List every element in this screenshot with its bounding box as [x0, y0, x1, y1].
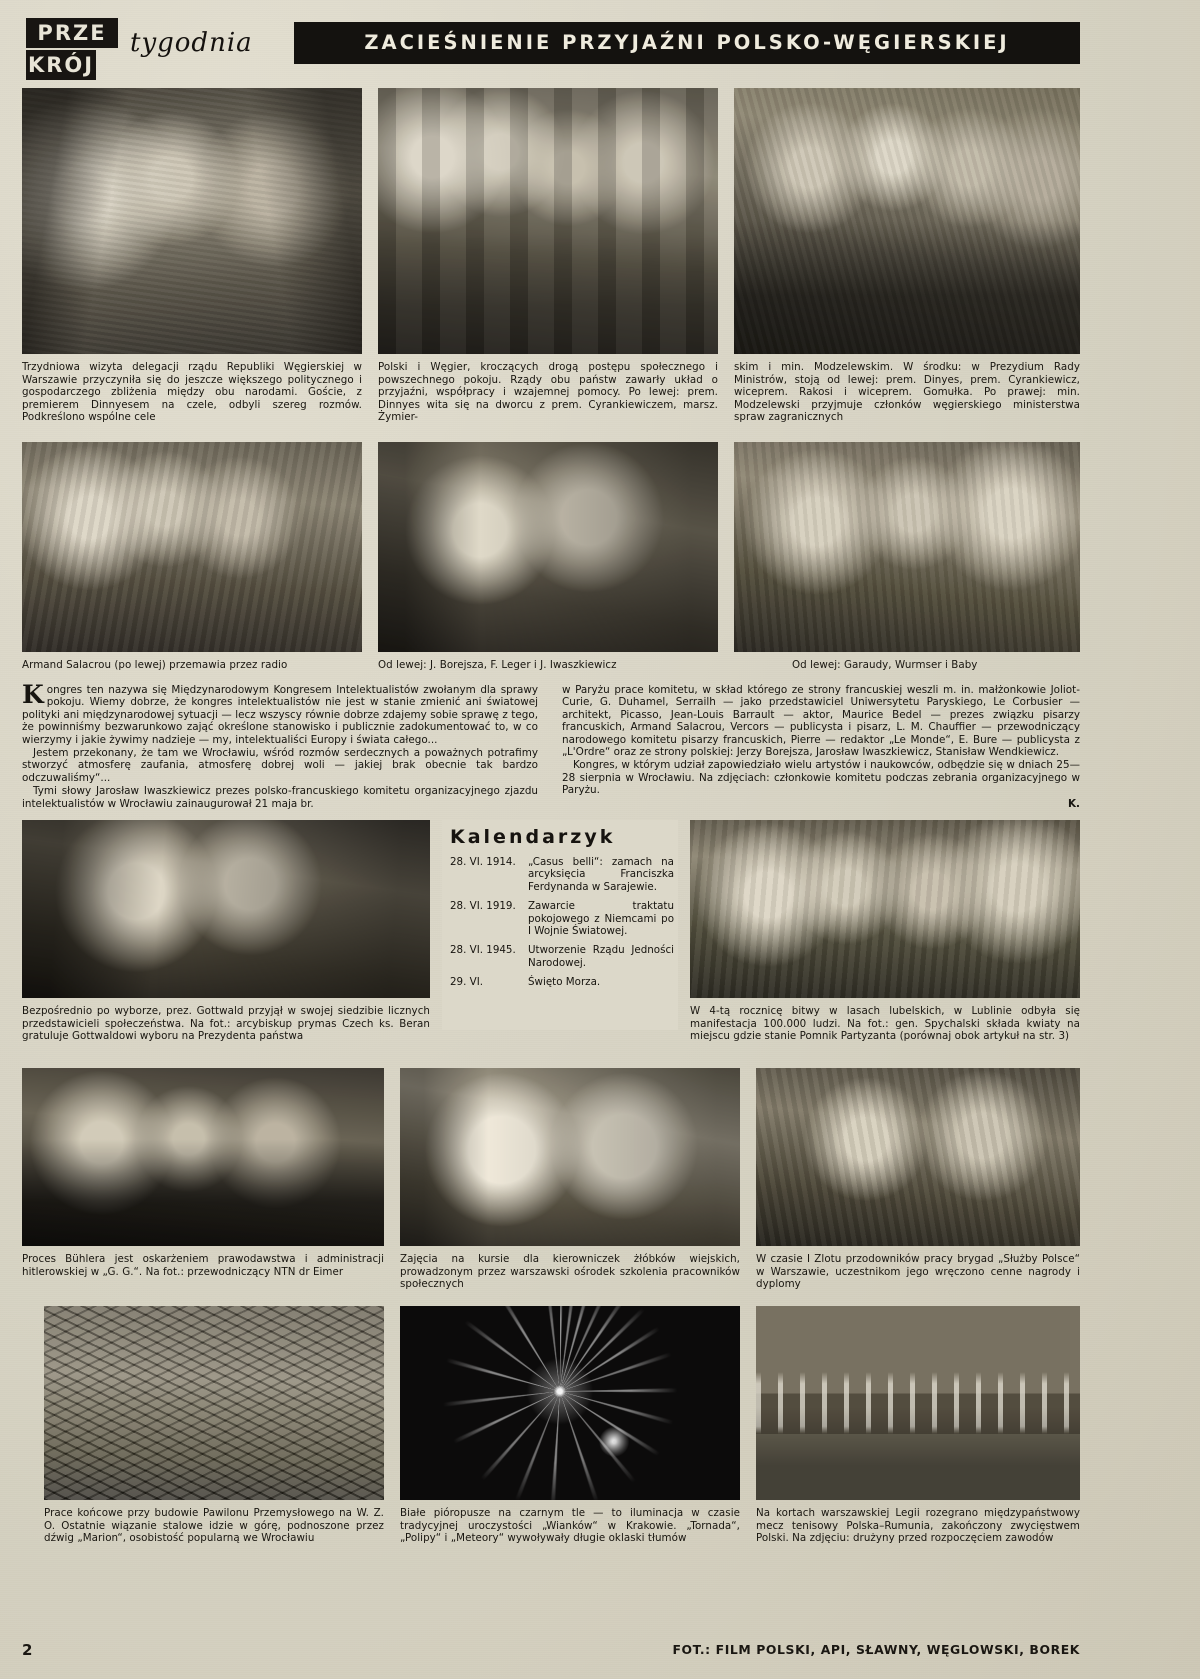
photo-hungarian-delegation-right	[734, 88, 1080, 354]
article-column-right	[562, 684, 1080, 811]
photo-hungarian-delegation-left	[22, 88, 362, 354]
calendar-date: 29. VI.	[450, 976, 484, 989]
caption-row2-middle: Od lewej: J. Borejsza, F. Leger i J. Iwaszkiewicz	[378, 659, 617, 671]
article-column-left	[22, 680, 538, 811]
photo-lublin-anniversary	[690, 820, 1080, 998]
caption-fireworks: Białe pióropusze na czarnym tle — to iluminacja w czasie tradycyjnej uroczystości „Wianków“ w Krakowie. „Tornada“, „Polipy“ i „Meteory“ wywoływały długie oklaski tłumów	[400, 1507, 740, 1545]
page-number: 2	[22, 1641, 33, 1659]
headline-banner	[294, 22, 1080, 64]
calendar-date: 28. VI. 1914.	[450, 856, 516, 868]
calendar-text: Utworzenie Rządu Jedności Narodowej.	[528, 944, 674, 969]
photo-nursery-course	[400, 1068, 740, 1246]
logo-line-1: PRZE	[26, 18, 118, 48]
photo-sluzba-polsce-awards	[756, 1068, 1080, 1246]
calendar-date: 28. VI. 1919.	[450, 900, 516, 913]
calendar-box	[442, 820, 678, 1030]
masthead	[22, 18, 1080, 80]
caption-row1-left: Trzydniowa wizyta delegacji rządu Republiki Węgierskiej w Warszawie przyczyniła się do jeszcze większego politycznego i gospodarczego zbliżenia między obu narodami. Goście, z premierem Dinnyesem na czele, odbyli szereg rozmów. Podkreślono wspólne cele	[22, 361, 362, 424]
article-right-p1: w Paryżu prace komitetu, w skład którego ze strony francuskiej weszli m. in. małżonkowie Joliot-Curie, G. Duhamel, Serrailh — jako przedstawiciel Uniwersytetu Paryskiego, Le Corbusier — architekt, Picasso, Jean-Louis Barrault — aktor, Maurice Bedel — prezes związku pisarzy francuskich, Armand Salacrou, Vercors — publicysta i pisarz, L. M. Chauffier — przewodniczący narodowego komitetu pisarzy francuskich, Pierre — redaktor „Le Monde“, E. Bure — publicysta z „L'Ordre“ oraz ze strony polskiej: Jerzy Borejsza, Jarosław Iwaszkiewicz, Stanisław Wendkiewicz.	[562, 684, 1080, 759]
caption-lublin: W 4-tą rocznicę bitwy w lasach lubelskich, w Lublinie odbyła się manifestacja 100.000 ludzi. Na fot.: gen. Spychalski składa kwiaty na miejscu gdzie stanie Pomnik Partyzanta (porównaj obok artykuł na str. 3)	[690, 1005, 1080, 1043]
calendar-row	[442, 944, 678, 976]
article-signature: K.	[1068, 797, 1080, 810]
calendar-title: Kalendarzyk	[450, 826, 616, 848]
caption-row1-middle: Polski i Węgier, kroczących drogą postępu społecznego i powszechnego pokoju. Rządy obu państw zawarły układ o przyjaźni, współpracy i wzajemnej pomocy. Po lewej: prem. Dinnyes wita się na dworcu z prem. Cyrankiewiczem, marsz. Żymier-	[378, 361, 718, 424]
publication-logo	[22, 18, 142, 80]
caption-row2-right: Od lewej: Garaudy, Wurmser i Baby	[792, 659, 978, 671]
caption-row2-left: Armand Salacrou (po lewej) przemawia przez radio	[22, 659, 288, 671]
article-left-p3: Tymi słowy Jarosław Iwaszkiewicz prezes polsko-francuskiego komitetu organizacyjnego zjazdu intelektualistów w Wrocławiu zainaugurował 21 maja br.	[22, 785, 538, 810]
photo-fireworks-krakow	[400, 1306, 740, 1500]
logo-script-word: tygodnia	[130, 28, 253, 58]
article-left-p1: ongres ten nazywa się Międzynarodowym Kongresem Intelektualistów zwołanym dla sprawy pokoju. Wiemy dobrze, że kongres intelektualistów nie jest w stanie zmienić ani światowej polityki ani międzynarodowej sytuacji — lecz wszyscy równie dobrze zdajemy sobie sprawę z tego, że powinniśmy bezwarunkowo zająć określone stanowisko i publicznie zadokumentować to, w co wierzymy i jakie żywimy nadzieje — my, intelektualiści Europy i świata całego...	[22, 684, 538, 746]
calendar-table	[442, 856, 678, 996]
headline-text: ZACIEŚNIENIE PRZYJAŹNI POLSKO-WĘGIERSKIEJ	[364, 31, 1010, 54]
caption-buhler: Proces Bühlera jest oskarżeniem prawodawstwa i administracji hitlerowskiej w „G. G.“. Na fot.: przewodniczący NTN dr Eimer	[22, 1253, 384, 1278]
photo-garaudy-wurmser-baby	[734, 442, 1080, 652]
photo-credit: FOT.: FILM POLSKI, API, SŁAWNY, WĘGLOWSKI, BOREK	[672, 1642, 1080, 1657]
photo-borejsza-leger-iwaszkiewicz	[378, 442, 718, 652]
calendar-text: „Casus belli“: zamach na arcyksięcia Franciszka Ferdynanda w Sarajewie.	[528, 856, 674, 893]
logo-line-2: KRÓJ	[26, 50, 96, 80]
caption-row1-right: skim i min. Modzelewskim. W środku: w Prezydium Rady Ministrów, stoją od lewej: prem. Dinyes, prem. Cyrankiewicz, wiceprem. Rakosi i wiceprem. Gomułka. Po prawej: min. Modzelewski przyjmuje członków węgierskiego ministerstwa spraw zagranicznych	[734, 361, 1080, 424]
calendar-date: 28. VI. 1945.	[450, 944, 516, 957]
photo-salacrou-radio	[22, 442, 362, 652]
photo-tennis-match	[756, 1306, 1080, 1500]
caption-tennis: Na kortach warszawskiej Legii rozegrano międzypaństwowy mecz tenisowy Polska–Rumunia, zakończony zwycięstwem Polski. Na zdjęciu: drużyny przed rozpoczęciem zawodów	[756, 1507, 1080, 1545]
caption-nursery: Zajęcia na kursie dla kierowniczek żłóbków wiejskich, prowadzonym przez warszawski ośrodek szkolenia pracowników społecznych	[400, 1253, 740, 1291]
article-left-p2: Jestem przekonany, że tam we Wrocławiu, wśród rozmów serdecznych a poważnych potrafimy stworzyć atmosferę zaufania, atmosferę dobrej woli — jakiej brak obecnie tak bardzo odczuwaliśmy“...	[22, 747, 538, 784]
calendar-row	[442, 856, 678, 900]
calendar-text: Święto Morza.	[528, 976, 601, 989]
caption-pavilion: Prace końcowe przy budowie Pawilonu Przemysłowego na W. Z. O. Ostatnie wiązanie stalowe idzie w górę, podnoszone przez dźwig „Marion“, osobistość popularną we Wrocławiu	[44, 1507, 384, 1545]
article-right-p2: Kongres, w którym udział zapowiedziało wielu artystów i naukowców, odbędzie się w dniach 25—28 sierpnia w Wrocławiu. Na zdjęciach: członkowie komitetu podczas zebrania organizacyjnego w Paryżu.	[562, 759, 1080, 797]
calendar-row	[442, 900, 678, 944]
caption-gottwald: Bezpośrednio po wyborze, prez. Gottwald przyjął w swojej siedzibie licznych przedstawicieli społeczeństwa. Na fot.: arcybiskup prymas Czech ks. Beran gratuluje Gottwaldowi wyboru na Prezydenta państwa	[22, 1005, 430, 1043]
photo-gottwald-beran	[22, 820, 430, 998]
calendar-text: Zawarcie traktatu pokojowego z Niemcami po I Wojnie Światowej.	[528, 900, 674, 938]
drop-cap: K	[22, 680, 44, 709]
photo-pavilion-construction	[44, 1306, 384, 1500]
photo-buhler-trial	[22, 1068, 384, 1246]
caption-sluzba-polsce: W czasie I Zlotu przodowników pracy brygad „Służby Polsce“ w Warszawie, uczestnikom jego wręczono cenne nagrody i dyplomy	[756, 1253, 1080, 1291]
photo-hungarian-delegation-middle	[378, 88, 718, 354]
calendar-row	[442, 976, 678, 995]
